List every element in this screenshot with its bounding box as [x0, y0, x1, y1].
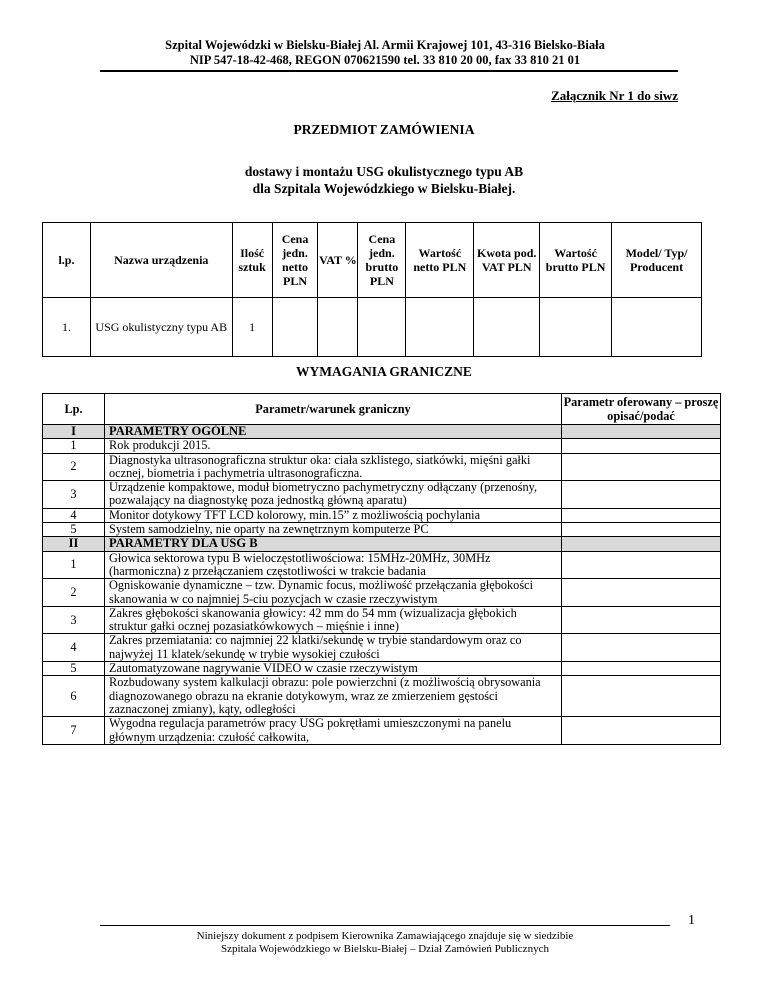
page-subtitle [0, 163, 768, 197]
row-text: System samodzielny, nie oparty na zewnętrznym komputerze PC [105, 523, 562, 537]
document-header [100, 38, 670, 68]
annex-label: Załącznik Nr 1 do siwz [551, 88, 678, 103]
table-row [43, 298, 702, 357]
row-text: Wygodna regulacja parametrów pracy USG pokrętłami umieszczonymi na panelu głównym urządzenia: czułość całkowita, [105, 717, 562, 745]
row-number: 2 [43, 453, 105, 481]
footer-line-2: Szpitala Wojewódzkiego w Bielsku-Białej – Dział Zamówień Publicznych [221, 943, 549, 955]
offer-cell [562, 634, 721, 662]
col-header: Kwota pod. VAT PLN [474, 223, 540, 298]
col-header: Wartość netto PLN [406, 223, 474, 298]
row-text: Urządzenie kompaktowe, moduł biometryczno pachymetryczny odłączany (przenośny, pozwalający na diagnostykę poza jednostką główną aparatu) [105, 481, 562, 509]
row-number: 1 [43, 439, 105, 453]
cell-quantity: 1 [232, 298, 272, 357]
table-row [43, 439, 721, 453]
requirements-table-header [43, 394, 721, 425]
row-number: 4 [43, 634, 105, 662]
col-header: VAT % [318, 223, 358, 298]
row-number: 5 [43, 523, 105, 537]
col-header: Nazwa urządzenia [90, 223, 232, 298]
subtitle-line-2: dla Szpitala Wojewódzkiego w Bielsku-Białej. [252, 181, 516, 196]
cell-lp: 1. [43, 298, 91, 357]
cell-vat-amount [474, 298, 540, 357]
row-number: 6 [43, 676, 105, 717]
offer-cell [562, 579, 721, 607]
table-row [43, 453, 721, 481]
col-header: Parametr/warunek graniczny [105, 394, 562, 425]
col-header: l.p. [43, 223, 91, 298]
offer-cell [562, 606, 721, 634]
section-row [43, 425, 721, 439]
offer-cell [562, 523, 721, 537]
order-table [42, 222, 702, 357]
section-row [43, 537, 721, 551]
col-header: Wartość brutto PLN [540, 223, 612, 298]
table-row [43, 634, 721, 662]
col-header: Cena jedn. netto PLN [272, 223, 318, 298]
requirements-table [42, 393, 721, 745]
requirements-section-title: WYMAGANIA GRANICZNE [296, 364, 472, 379]
subtitle-line-1: dostawy i montażu USG okulistycznego typu AB [244, 164, 524, 179]
page-title: PRZEDMIOT ZAMÓWIENIA [293, 122, 475, 137]
col-header: Cena jedn. brutto PLN [358, 223, 406, 298]
row-number: 3 [43, 481, 105, 509]
table-row [43, 551, 721, 579]
cell-gross-value [540, 298, 612, 357]
offer-cell [562, 481, 721, 509]
row-text: PARAMETRY DLA USG B [105, 537, 562, 551]
footer-divider [100, 925, 670, 926]
page-number: 1 [688, 913, 695, 928]
row-text: PARAMETRY OGÓLNE [105, 425, 562, 439]
cell-net-value [406, 298, 474, 357]
row-text: Monitor dotykowy TFT LCD kolorowy, min.15” z możliwością pochylania [105, 508, 562, 522]
row-text: Zakres głębokości skanowania głowicy: 42 mm do 54 mm (wizualizacja głębokich struktur gałki ocznej pozasiatkówkowych – mięśnie i inne) [105, 606, 562, 634]
table-row [43, 662, 721, 676]
offer-cell [562, 537, 721, 551]
table-row [43, 717, 721, 745]
header-line-2: NIP 547-18-42-468, REGON 070621590 tel. 33 810 20 00, fax 33 810 21 01 [189, 53, 581, 67]
col-header: Ilość sztuk [232, 223, 272, 298]
table-row [43, 676, 721, 717]
offer-cell [562, 717, 721, 745]
cell-unit-gross-price [358, 298, 406, 357]
row-text: Głowica sektorowa typu B wieloczęstotliwościowa: 15MHz-20MHz, 30MHz (harmoniczna) z przełączaniem częstotliwości w trakcie badania [105, 551, 562, 579]
table-row [43, 481, 721, 509]
col-header: Parametr oferowany – proszę opisać/podać [562, 394, 721, 425]
footer-line-1: Niniejszy dokument z podpisem Kierownika Zamawiającego znajduje się w siedzibie [196, 930, 574, 942]
offer-cell [562, 676, 721, 717]
cell-unit-net-price [272, 298, 318, 357]
table-row [43, 523, 721, 537]
table-row [43, 579, 721, 607]
offer-cell [562, 662, 721, 676]
row-number: 3 [43, 606, 105, 634]
offer-cell [562, 425, 721, 439]
order-table-header [43, 223, 702, 298]
header-line-1: Szpital Wojewódzki w Bielsku-Białej Al. Armii Krajowej 101, 43-316 Bielsko-Biała [165, 38, 605, 52]
offer-cell [562, 439, 721, 453]
offer-cell [562, 453, 721, 481]
row-number: 5 [43, 662, 105, 676]
cell-device-name: USG okulistyczny typu AB [90, 298, 232, 357]
cell-model [612, 298, 702, 357]
col-header: Lp. [43, 394, 105, 425]
row-text: Rok produkcji 2015. [105, 439, 562, 453]
row-number: 2 [43, 579, 105, 607]
offer-cell [562, 551, 721, 579]
row-number: 4 [43, 508, 105, 522]
row-number: 7 [43, 717, 105, 745]
row-text: Zakres przemiatania: co najmniej 22 klatki/sekundę w trybie standardowym oraz co najwyżej 11 klatek/sekundę w trybie wysokiej czułości [105, 634, 562, 662]
offer-cell [562, 508, 721, 522]
row-number: 1 [43, 551, 105, 579]
row-text: Ogniskowanie dynamiczne – tzw. Dynamic focus, możliwość przełączania głębokości skanowania w co najmniej 5-ciu pozycjach w czasie rzeczywistym [105, 579, 562, 607]
cell-vat [318, 298, 358, 357]
row-text: Diagnostyka ultrasonograficzna struktur oka: ciała szklistego, siatkówki, mięśni gałki ocznej, biometria i pachymetria ultrasonograficzna. [105, 453, 562, 481]
table-row [43, 606, 721, 634]
row-text: Zautomatyzowane nagrywanie VIDEO w czasie rzeczywistym [105, 662, 562, 676]
header-divider [100, 70, 678, 72]
row-number: II [43, 537, 105, 551]
col-header: Model/ Typ/ Producent [612, 223, 702, 298]
document-footer [100, 930, 670, 956]
row-number: I [43, 425, 105, 439]
table-row [43, 508, 721, 522]
row-text: Rozbudowany system kalkulacji obrazu: pole powierzchni (z możliwością obrysowania diagnozowanego obrazu na ekranie dotykowym, wraz ze zmierzeniem gęstości zaznaczonej zmiany), kąty, odległości [105, 676, 562, 717]
